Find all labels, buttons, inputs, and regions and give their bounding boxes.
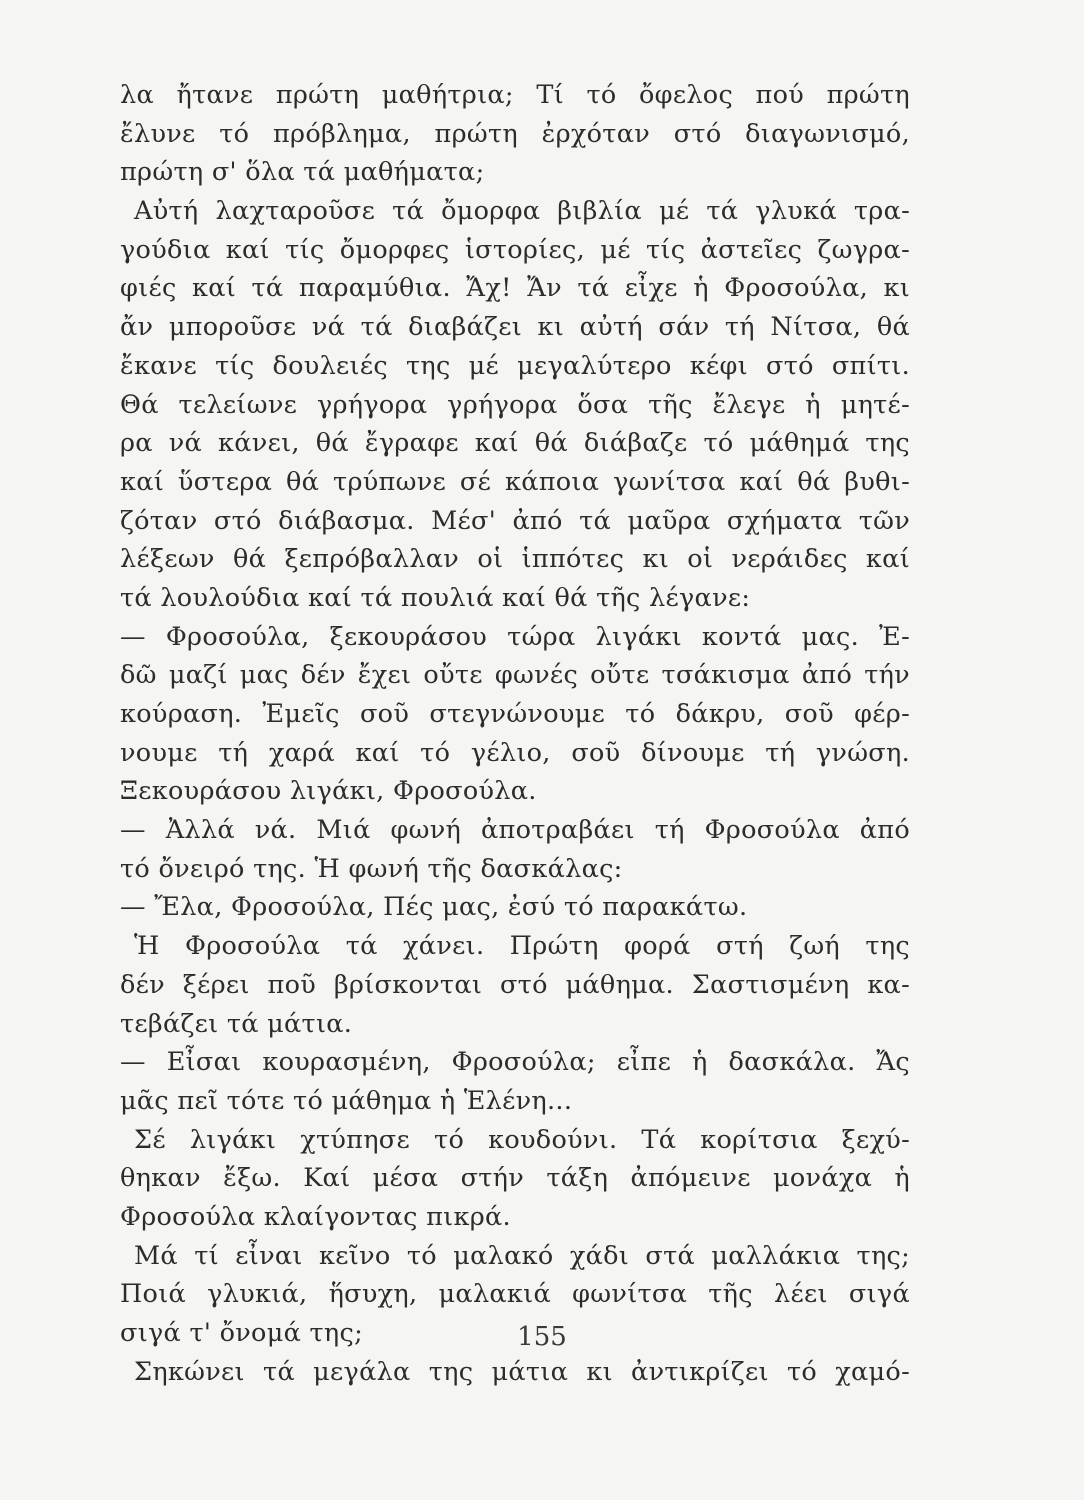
text-line: σιγά τ' ὄνομά της;	[120, 1318, 363, 1348]
text-line: κούραση. Ἐμεῖς σοῦ στεγνώνουμε τό δάκρυ, σοῦ φέρ-	[120, 699, 910, 729]
text-line: λέξεων θά ξεπρόβαλλαν οἱ ἱππότες κι οἱ νεράιδες καί	[120, 544, 910, 575]
text-line: Ποιά γλυκιά, ἥσυχη, μαλακιά φωνίτσα τῆς λέει σιγά	[120, 1279, 910, 1310]
text-line: Σηκώνει τά μεγάλα της μάτια κι ἀντικρίζει τό χαμό-	[134, 1356, 910, 1387]
text-line: ἔλυνε τό πρόβλημα, πρώτη ἐρχόταν στό διαγωνισμό,	[120, 118, 910, 149]
text-line: Μά τί εἶναι κεῖνο τό μαλακό χάδι στά μαλλάκια της;	[134, 1240, 910, 1271]
text-line: γούδια καί τίς ὄμορφες ἱστορίες, μέ τίς ἀστεῖες ζωγρα-	[120, 234, 910, 265]
text-line: τά λουλούδια καί τά πουλιά καί θά τῆς λέγανε:	[120, 582, 751, 613]
text-line: δῶ μαζί μας δέν ἔχει οὔτε φωνές οὔτε τσάκισμα ἀπό τήν	[120, 660, 910, 691]
text-line: Θά τελείωνε γρήγορα γρήγορα ὅσα τῆς ἔλεγε ἡ μητέ-	[120, 389, 910, 420]
text-line: — Εἶσαι κουρασμένη, Φροσούλα; εἶπε ἡ δασκάλα. Ἄς	[120, 1047, 910, 1078]
text-line: λα ἤτανε πρώτη μαθήτρια; Τί τό ὄφελος πού πρώτη	[120, 80, 910, 110]
text-line: μᾶς πεῖ τότε τό μάθημα ἡ Ἑλένη...	[120, 1085, 573, 1116]
text-line: νουμε τή χαρά καί τό γέλιο, σοῦ δίνουμε τή γνώση.	[120, 737, 910, 768]
text-line: ἔκανε τίς δουλειές της μέ μεγαλύτερο κέφι στό σπίτι.	[120, 350, 910, 381]
text-line: θηκαν ἔξω. Καί μέσα στήν τάξη ἀπόμεινε μονάχα ἡ	[120, 1163, 910, 1194]
text-line: — Ἀλλά νά. Μιά φωνή ἀποτραβάει τή Φροσούλα ἀπό	[120, 815, 910, 846]
text-line: τεβάζει τά μάτια.	[120, 1008, 353, 1039]
text-line: Φροσούλα κλαίγοντας πικρά.	[120, 1201, 511, 1232]
text-line: Ξεκουράσου λιγάκι, Φροσούλα.	[120, 776, 537, 807]
text-line: τό ὄνειρό της. Ἡ φωνή τῆς δασκάλας:	[120, 853, 623, 884]
page-number: 155	[517, 1322, 567, 1352]
text-line: ἄν μποροῦσε νά τά διαβάζει κι αὐτή σάν τή Νίτσα, θά	[120, 312, 910, 343]
text-line: πρώτη σ' ὅλα τά μαθήματα;	[120, 157, 485, 188]
text-line: Σέ λιγάκι χτύπησε τό κουδούνι. Τά κορίτσια ξεχύ-	[134, 1124, 910, 1155]
body-text	[120, 76, 910, 1391]
text-line: ρα νά κάνει, θά ἔγραφε καί θά διάβαζε τό μάθημά της	[120, 428, 910, 459]
text-line: — Ἔλα, Φροσούλα, Πές μας, ἐσύ τό παρακάτω.	[120, 892, 748, 923]
text-line: — Φροσούλα, ξεκουράσου τώρα λιγάκι κοντά μας. Ἐ-	[120, 621, 910, 652]
text-line: καί ὕστερα θά τρύπωνε σέ κάποια γωνίτσα καί θά βυθι-	[120, 466, 910, 497]
text-line: Αὐτή λαχταροῦσε τά ὄμορφα βιβλία μέ τά γλυκά τρα-	[134, 196, 910, 227]
text-line: δέν ξέρει ποῦ βρίσκονται στό μάθημα. Σαστισμένη κα-	[120, 969, 910, 1000]
text-line: ζόταν στό διάβασμα. Μέσ' ἀπό τά μαῦρα σχήματα τῶν	[120, 505, 910, 536]
text-line: φιές καί τά παραμύθια. Ἄχ! Ἄν τά εἶχε ἡ Φροσούλα, κι	[120, 273, 910, 304]
text-line: Ἡ Φροσούλα τά χάνει. Πρώτη φορά στή ζωή της	[134, 931, 910, 962]
